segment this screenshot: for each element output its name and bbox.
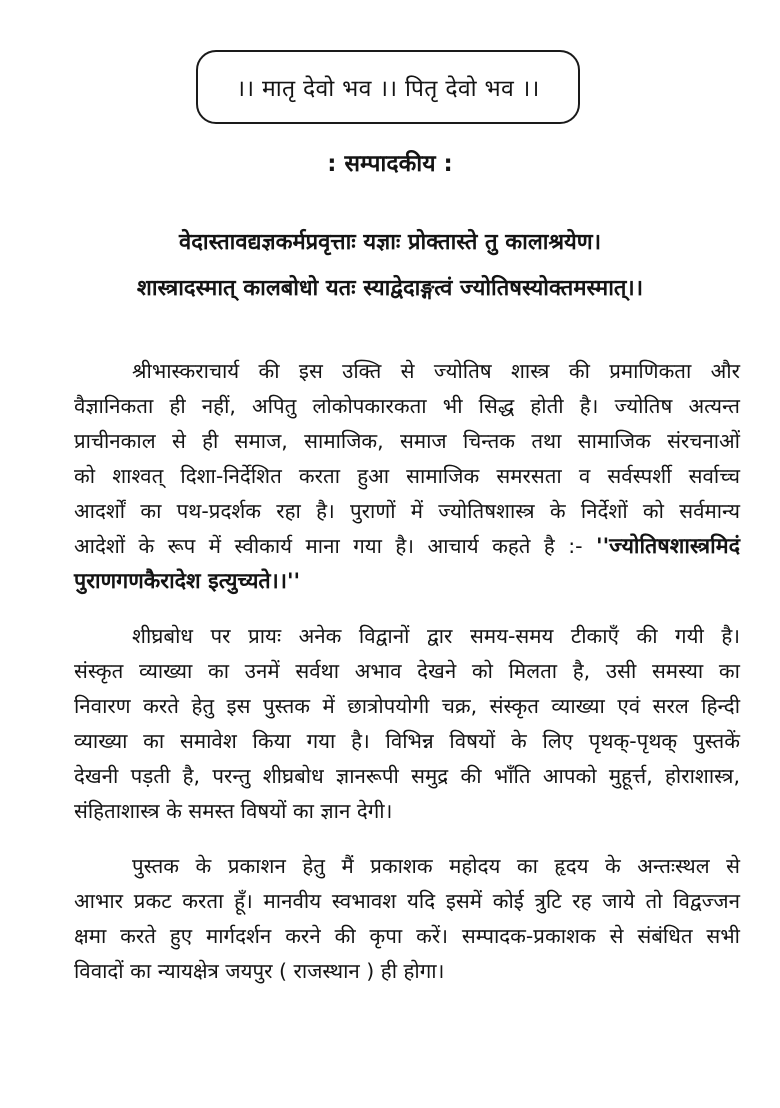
editorial-heading: : सम्पादकीय : [327,151,453,177]
para2-line-2: संस्कृत व्याख्या का उनमें सर्वथा अभाव देखने को मिलता है, उसी समस्या का [74,659,740,683]
para1-line-3: प्राचीनकाल से ही समाज, सामाजिक, समाज चिन्तक तथा सामाजिक संरचनाओं [74,429,740,453]
para1-line-6-text: आदेशों के रूप में स्वीकार्य माना गया है। आचार्य कहते है :- [74,534,583,558]
quote-part-1: ''ज्योतिषशास्त्रमिदं [595,534,740,559]
para1-line-5: आदर्शों का पथ-प्रदर्शक रहा है। पुराणों में ज्योतिषशास्त्र के निर्देशों को सर्वमान्य [74,499,740,523]
para3-line-3: क्षमा करते हुए मार्गदर्शन करने की कृपा करें। सम्पादक-प्रकाशक से संबंधित सभी [74,924,740,948]
para3-line-1: पुस्तक के प्रकाशन हेतु मैं प्रकाशक महोदय का हृदय के अन्तःस्थल से [132,854,740,878]
para2-line-6: संहिताशास्त्र के समस्त विषयों का ज्ञान देगी। [74,799,393,823]
quote-part-2: पुराणगणकैरादेश इत्युच्यते।।'' [74,569,301,594]
para1-line-2: वैज्ञानिकता ही नहीं, अपितु लोकोपकारकता भी सिद्ध होती है। ज्योतिष अत्यन्त [74,394,740,418]
para1-line-6 [74,531,740,561]
para2-line-1: शीघ्रबोध पर प्रायः अनेक विद्वानों द्वार समय-समय टीकाएँ की गयी है। [132,624,740,648]
para1-line-4: को शाश्वत् दिशा-निर्देशित करता हुआ सामाजिक समरसता व सर्वस्पर्शी सर्वाच्च [74,464,740,488]
verse-line-1: वेदास्तावद्यज्ञकर्मप्रवृत्ताः यज्ञाः प्रोक्तास्ते तु कालाश्रयेण। [178,230,602,255]
motto-text: ।। मातृ देवो भव ।। पितृ देवो भव ।। [236,76,540,102]
verse-line-2: शास्त्रादस्मात् कालबोधो यतः स्याद्वेदाङ्गत्वं ज्योतिषस्योक्तमस्मात्।। [136,276,644,301]
para3-line-2: आभार प्रकट करता हूँ। मानवीय स्वभावश यदि इसमें कोई त्रुटि रह जाये तो विद्वज्जन [74,889,740,913]
para3-line-4: विवादों का न्यायक्षेत्र जयपुर ( राजस्थान ) ही होगा। [74,959,445,983]
para2-line-4: व्याख्या का समावेश किया गया है। विभिन्न विषयों के लिए पृथक्-पृथक् पुस्तकें [74,729,740,753]
para2-line-3: निवारण करते हेतु इस पुस्तक में छात्रोपयोगी चक्र, संस्कृत व्याख्या एवं सरल हिन्दी [74,694,740,718]
para2-line-5: देखनी पड़ती है, परन्तु शीघ्रबोध ज्ञानरूपी समुद्र की भाँति आपको मुहूर्त्त, होराशास्त्र, [74,764,740,788]
para1-line-7 [74,566,740,596]
motto-box [196,50,580,124]
para1-line-1: श्रीभास्कराचार्य की इस उक्ति से ज्योतिष शास्त्र की प्रमाणिकता और [132,359,740,383]
